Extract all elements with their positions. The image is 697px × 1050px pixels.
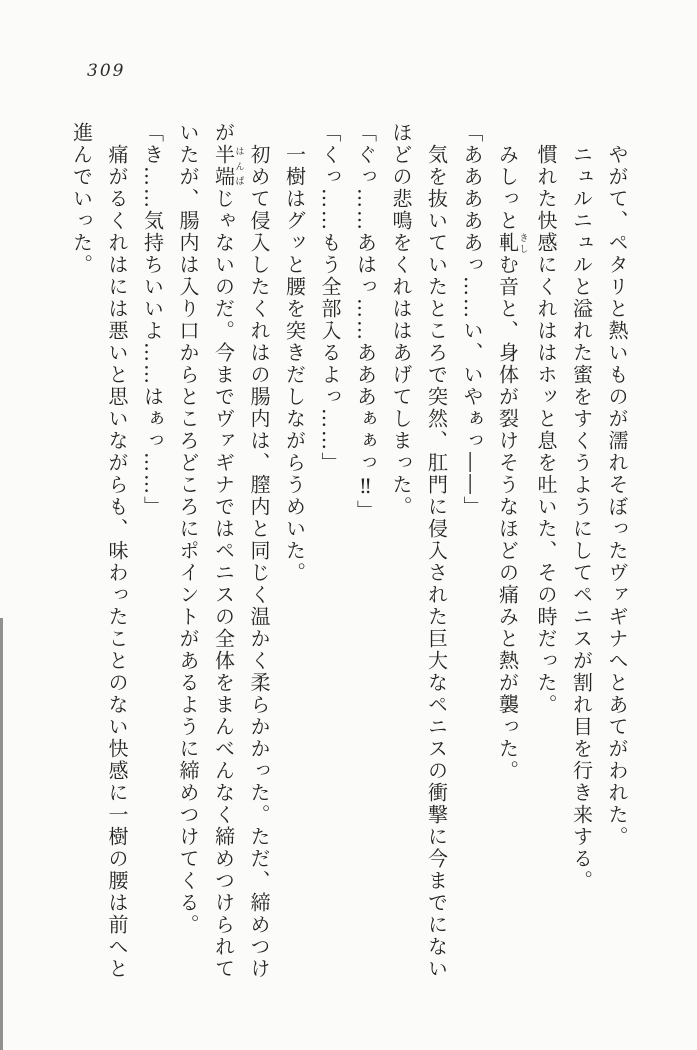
text-column-container — [64, 122, 634, 980]
furigana-ruby: 半端はんぱ — [211, 144, 244, 188]
paragraph: 「あああああっ……い、いやぁっ――」 — [460, 122, 484, 518]
paragraph: 痛がるくれはには悪いと思いながらも、味わったことのない快感に一樹の腰は前へと進んでいった。 — [69, 122, 129, 980]
furigana-ruby: 軋きし — [495, 232, 528, 254]
page-number: 309 — [87, 61, 126, 81]
paragraph: やがて、ペタリと熱いものが濡れそぼったヴァギナへとあてがわれた。 — [605, 122, 629, 848]
paragraph: 初めて侵入したくれはの腸内は、膣内と同じく温かく柔らかかった。ただ、締めつけが半端はんぱじゃないのだ。今までヴァギナではペニスの全体をまんべんなく締めつけられていたが、腸内は入り口からところどころにポイントがあるように締めつけてくる。 — [176, 122, 271, 980]
paragraph: 「き……気持ちいいよ……はぁっ……」 — [140, 122, 165, 518]
paragraph: 一樹はグッと腰を突きだしながらうめいた。 — [282, 122, 307, 584]
scan-edge-artifact — [0, 618, 3, 1050]
paragraph: 気を抜いていたところで突然、肛門に侵入された巨大なペニスの衝撃に今までにないほどの悲鳴をくれははあげてしまった。 — [389, 122, 449, 980]
paragraph: 慣れた快感にくれははホッと息を吐いた、その時だった。 — [534, 122, 558, 716]
paragraph: みしっと軋きしむ音と、身体が裂けそうなほどの痛みと熱が襲った。 — [495, 122, 528, 782]
paragraph: ニュルニュルと溢れた蜜をすくうようにしてペニスが割れ目を行き来する。 — [569, 122, 594, 892]
paragraph: 「くっ……もう全部入るよっ……」 — [318, 122, 342, 474]
paragraph: 「ぐっ……あはっ……あああぁぁっ‼」 — [353, 122, 378, 522]
